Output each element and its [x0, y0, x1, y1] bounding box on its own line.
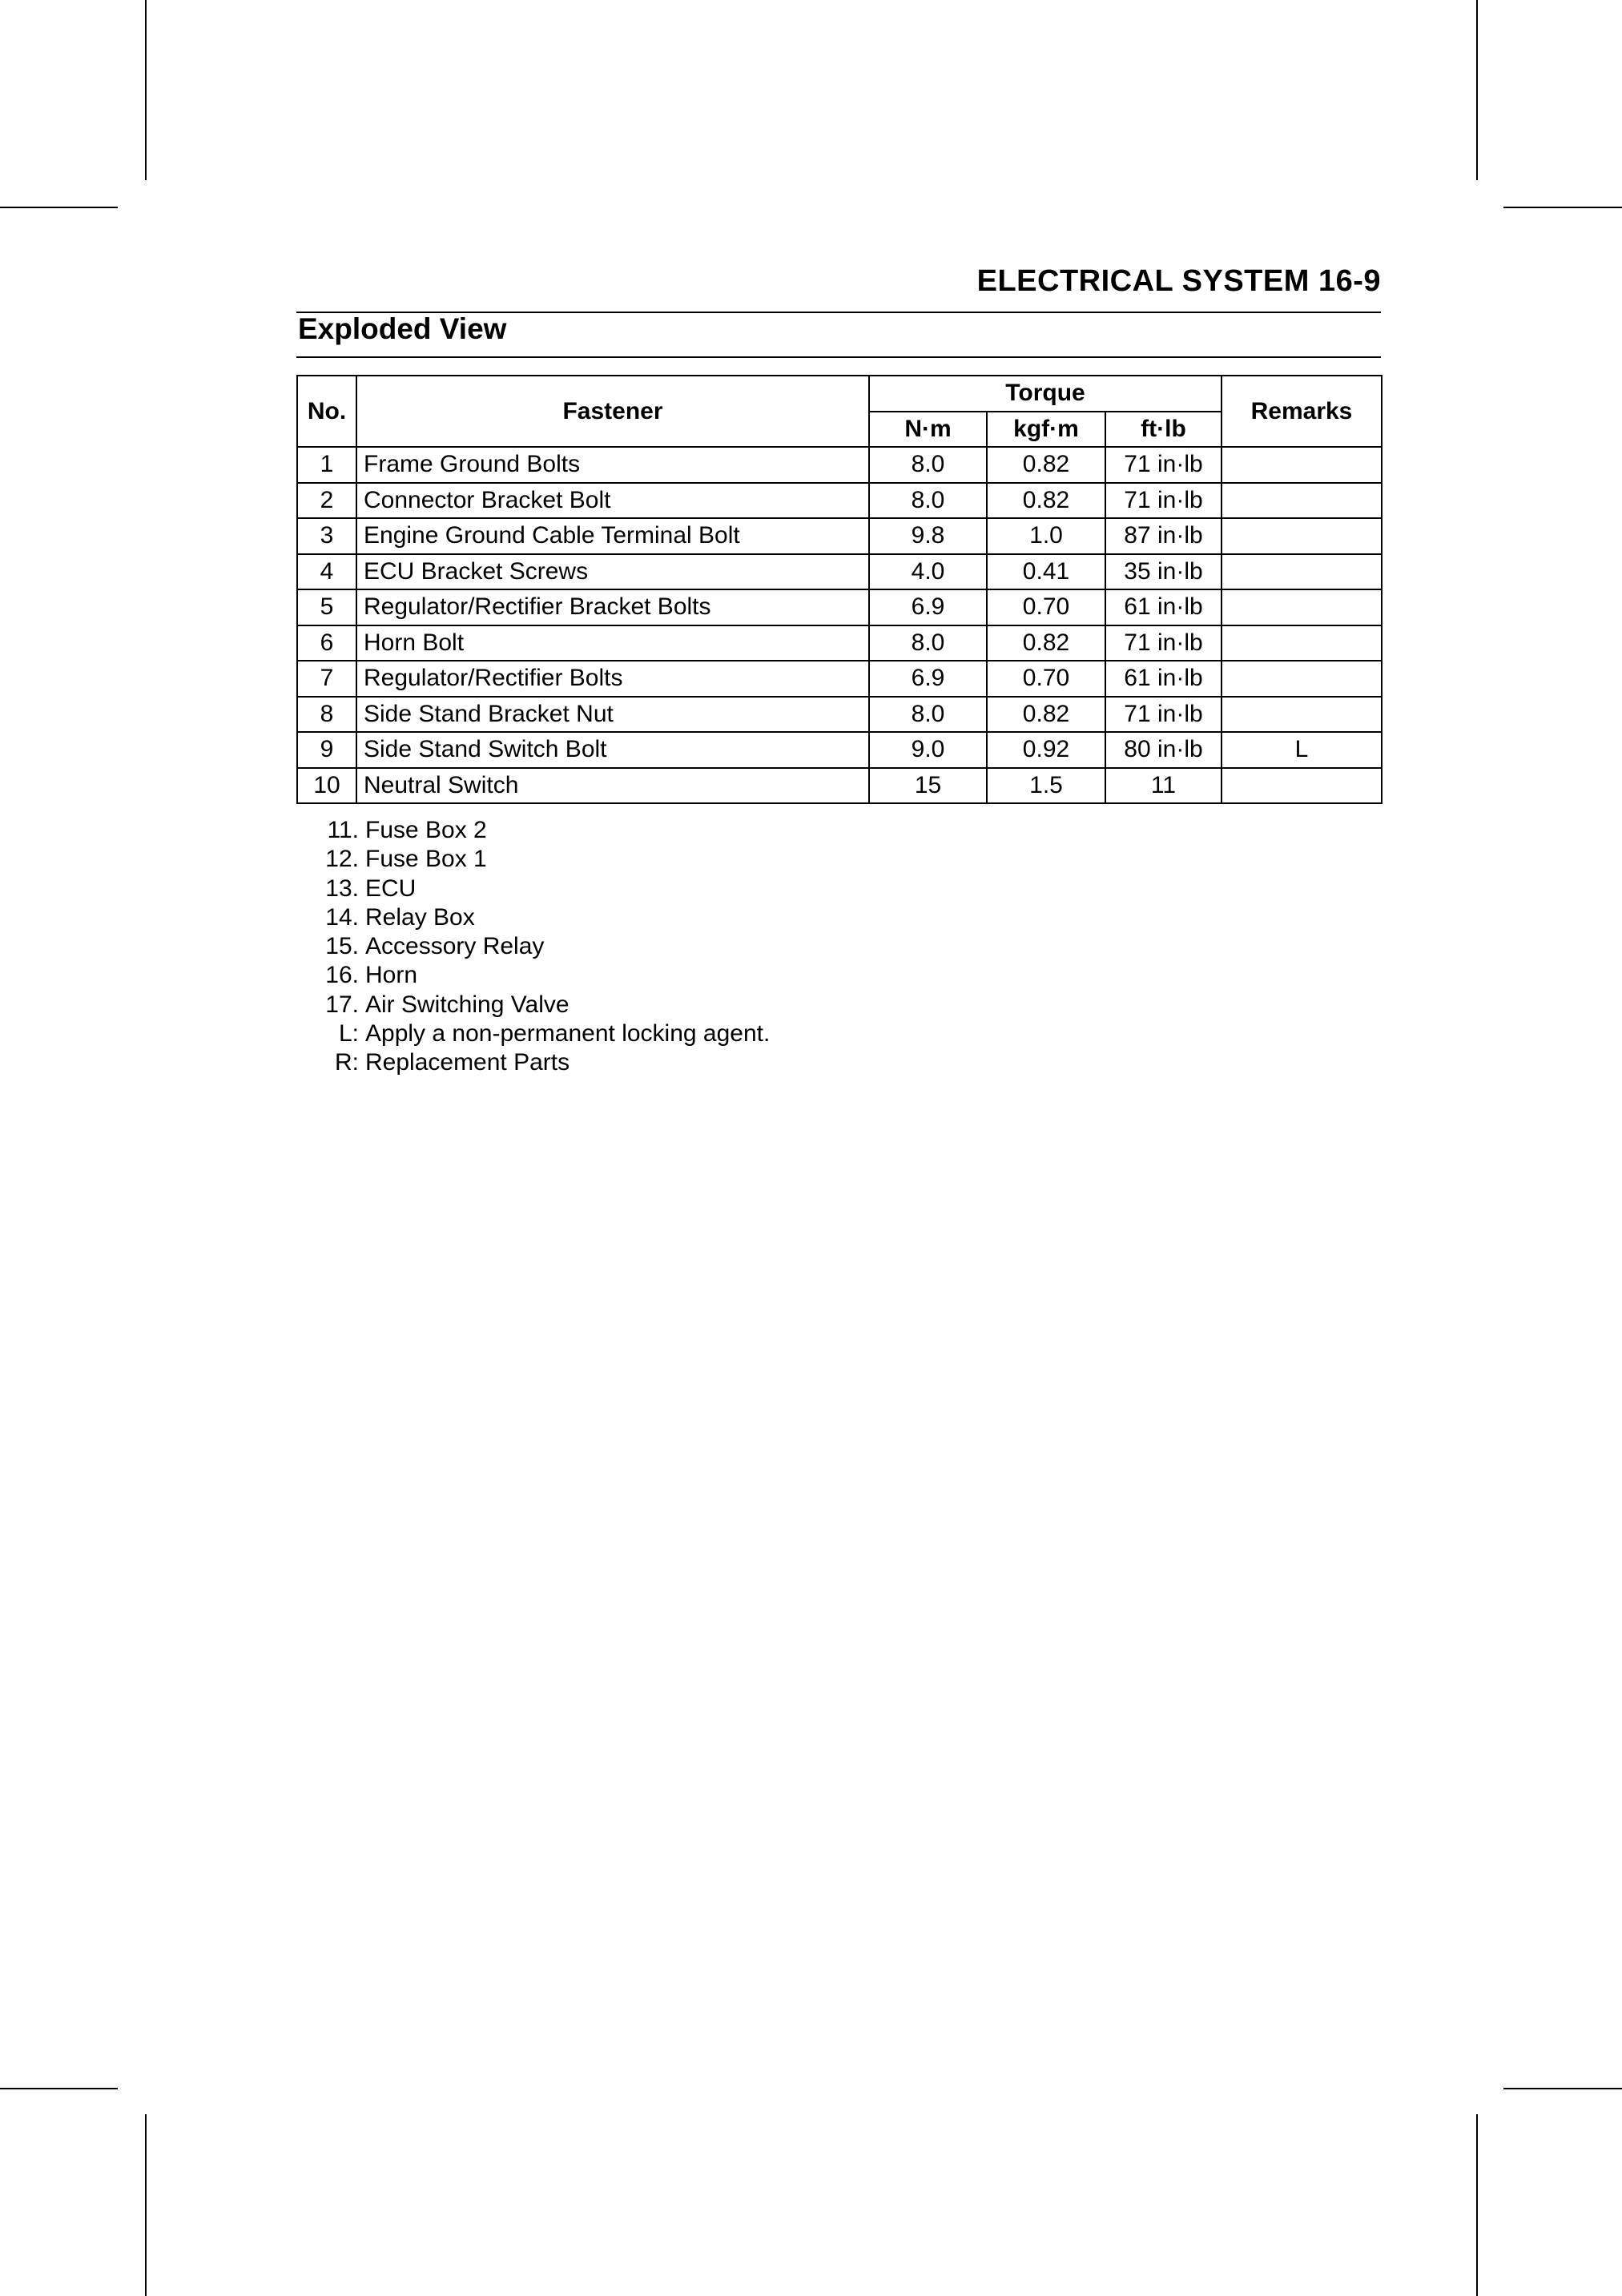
- legend-key: L:: [338, 1020, 359, 1047]
- legend-item: [0, 1019, 770, 1048]
- cell-ftlb: 11: [1105, 768, 1222, 804]
- cell-fastener: Regulator/Rectifier Bolts: [356, 661, 869, 697]
- table-header-row: [297, 376, 1382, 412]
- legend-key: 16.: [325, 962, 359, 989]
- cell-nm: 6.9: [869, 589, 987, 625]
- cell-kgfm: 0.92: [987, 732, 1105, 768]
- cell-remarks: [1222, 661, 1382, 697]
- header-ftlb: ft·lb: [1105, 412, 1222, 448]
- cell-remarks: [1222, 554, 1382, 590]
- legend-text: Replacement Parts: [365, 1049, 570, 1076]
- cell-fastener: ECU Bracket Screws: [356, 554, 869, 590]
- table-row: [297, 697, 1382, 733]
- legend-item: [0, 845, 770, 874]
- cell-nm: 15: [869, 768, 987, 804]
- cell-ftlb: 61 in·lb: [1105, 589, 1222, 625]
- crop-mark-bottom-right-horizontal: [1503, 2088, 1622, 2089]
- cell-remarks: [1222, 625, 1382, 661]
- cell-no: 2: [297, 483, 356, 519]
- crop-mark-bottom-right-vertical: [1476, 2114, 1478, 2296]
- legend-text: Fuse Box 1: [365, 846, 487, 873]
- legend-key: R:: [335, 1049, 359, 1076]
- cell-no: 10: [297, 768, 356, 804]
- legend-text: ECU: [365, 875, 417, 902]
- cell-ftlb: 87 in·lb: [1105, 518, 1222, 554]
- cell-ftlb: 80 in·lb: [1105, 732, 1222, 768]
- parts-legend: [0, 816, 770, 1078]
- legend-key: 15.: [325, 933, 359, 960]
- cell-kgfm: 0.82: [987, 625, 1105, 661]
- cell-nm: 6.9: [869, 661, 987, 697]
- cell-fastener: Connector Bracket Bolt: [356, 483, 869, 519]
- cell-ftlb: 35 in·lb: [1105, 554, 1222, 590]
- header-fastener: Fastener: [356, 376, 869, 447]
- table-row: [297, 589, 1382, 625]
- cell-ftlb: 61 in·lb: [1105, 661, 1222, 697]
- torque-table: [296, 375, 1383, 804]
- header-remarks: Remarks: [1222, 376, 1382, 447]
- cell-no: 1: [297, 447, 356, 483]
- legend-key: 12.: [325, 846, 359, 873]
- cell-no: 7: [297, 661, 356, 697]
- cell-nm: 8.0: [869, 625, 987, 661]
- cell-remarks: [1222, 447, 1382, 483]
- crop-mark-top-left-vertical: [145, 0, 147, 180]
- table-row: [297, 554, 1382, 590]
- legend-text: Horn: [365, 962, 418, 989]
- legend-item: [0, 932, 770, 961]
- cell-nm: 9.0: [869, 732, 987, 768]
- table-row: [297, 661, 1382, 697]
- crop-mark-bottom-left-horizontal: [0, 2088, 118, 2089]
- cell-no: 4: [297, 554, 356, 590]
- legend-text: Fuse Box 2: [365, 817, 487, 843]
- cell-no: 3: [297, 518, 356, 554]
- legend-text: Apply a non-permanent locking agent.: [365, 1020, 771, 1047]
- cell-ftlb: 71 in·lb: [1105, 447, 1222, 483]
- legend-item: [0, 991, 770, 1019]
- cell-no: 5: [297, 589, 356, 625]
- legend-text: Accessory Relay: [365, 933, 545, 960]
- cell-fastener: Engine Ground Cable Terminal Bolt: [356, 518, 869, 554]
- cell-fastener: Frame Ground Bolts: [356, 447, 869, 483]
- header-no: No.: [297, 376, 356, 447]
- cell-nm: 8.0: [869, 483, 987, 519]
- cell-ftlb: 71 in·lb: [1105, 483, 1222, 519]
- crop-mark-top-right-horizontal: [1503, 207, 1622, 208]
- cell-ftlb: 71 in·lb: [1105, 697, 1222, 733]
- legend-key: 17.: [325, 991, 359, 1018]
- cell-kgfm: 0.70: [987, 661, 1105, 697]
- cell-remarks: L: [1222, 732, 1382, 768]
- crop-mark-top-left-horizontal: [0, 207, 118, 208]
- crop-mark-top-right-vertical: [1476, 0, 1478, 180]
- header-torque: Torque: [869, 376, 1222, 412]
- legend-key: 11.: [327, 817, 359, 843]
- table-row: [297, 447, 1382, 483]
- cell-kgfm: 1.0: [987, 518, 1105, 554]
- cell-no: 8: [297, 697, 356, 733]
- cell-kgfm: 0.41: [987, 554, 1105, 590]
- legend-item: [0, 961, 770, 990]
- table-row: [297, 768, 1382, 804]
- cell-nm: 8.0: [869, 697, 987, 733]
- header-nm: N·m: [869, 412, 987, 448]
- cell-remarks: [1222, 697, 1382, 733]
- legend-item: [0, 816, 770, 845]
- legend-key: 13.: [325, 875, 359, 902]
- cell-ftlb: 71 in·lb: [1105, 625, 1222, 661]
- cell-nm: 9.8: [869, 518, 987, 554]
- table-row: [297, 518, 1382, 554]
- cell-fastener: Side Stand Switch Bolt: [356, 732, 869, 768]
- table-row: [297, 483, 1382, 519]
- legend-item: [0, 903, 770, 932]
- cell-remarks: [1222, 518, 1382, 554]
- cell-remarks: [1222, 589, 1382, 625]
- crop-mark-bottom-left-vertical: [145, 2114, 147, 2296]
- legend-item: [0, 1048, 770, 1077]
- cell-kgfm: 0.82: [987, 697, 1105, 733]
- header-kgfm: kgf·m: [987, 412, 1105, 448]
- section-title: Exploded View: [298, 312, 507, 345]
- legend-item: [0, 875, 770, 903]
- cell-remarks: [1222, 768, 1382, 804]
- running-title: ELECTRICAL SYSTEM 16-9: [976, 264, 1381, 298]
- cell-no: 9: [297, 732, 356, 768]
- cell-nm: 8.0: [869, 447, 987, 483]
- section-rule: [296, 356, 1381, 358]
- cell-kgfm: 0.70: [987, 589, 1105, 625]
- cell-kgfm: 0.82: [987, 483, 1105, 519]
- legend-text: Relay Box: [365, 903, 475, 931]
- cell-kgfm: 1.5: [987, 768, 1105, 804]
- cell-kgfm: 0.82: [987, 447, 1105, 483]
- legend-key: 14.: [325, 903, 359, 931]
- cell-remarks: [1222, 483, 1382, 519]
- cell-fastener: Regulator/Rectifier Bracket Bolts: [356, 589, 869, 625]
- cell-fastener: Neutral Switch: [356, 768, 869, 804]
- table-row: [297, 732, 1382, 768]
- cell-fastener: Side Stand Bracket Nut: [356, 697, 869, 733]
- legend-text: Air Switching Valve: [365, 991, 570, 1018]
- cell-no: 6: [297, 625, 356, 661]
- cell-fastener: Horn Bolt: [356, 625, 869, 661]
- cell-nm: 4.0: [869, 554, 987, 590]
- table-row: [297, 625, 1382, 661]
